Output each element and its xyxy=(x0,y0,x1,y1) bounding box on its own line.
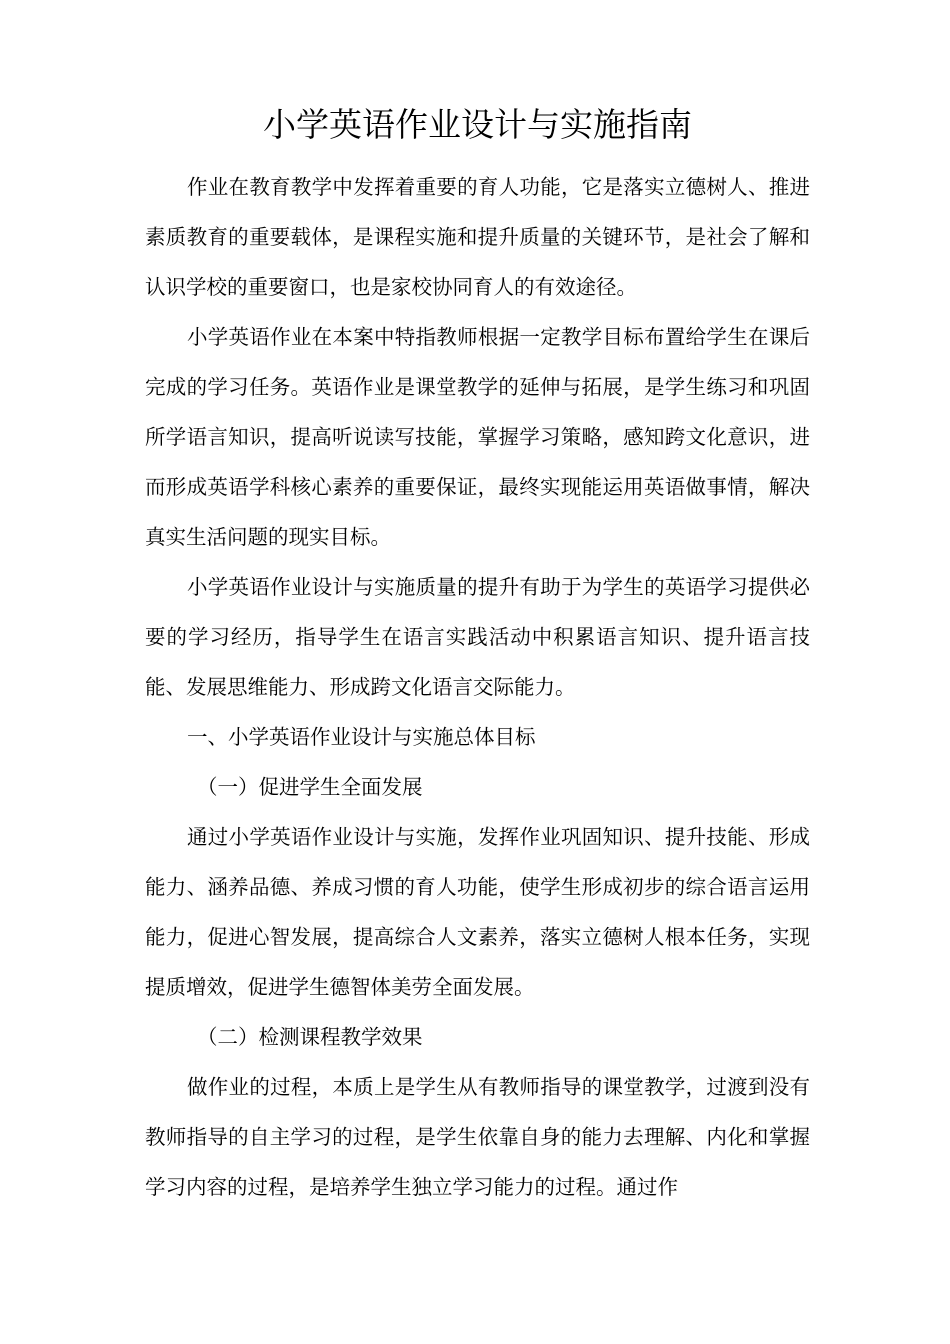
section-heading-1: 一、小学英语作业设计与实施总体目标 xyxy=(187,725,536,749)
subsection-heading-1: （一）促进学生全面发展 xyxy=(197,775,423,799)
paragraph-quality: 小学英语作业设计与实施质量的提升有助于为学生的英语学习提供必要的学习经历，指导学生在语言实践活动中积累语言知识、提升语言技能、发展思维能力、形成跨文化语言交际能力。 xyxy=(145,575,810,699)
paragraph-definition: 小学英语作业在本案中特指教师根据一定教学目标布置给学生在课后完成的学习任务。英语作业是课堂教学的延伸与拓展，是学生练习和巩固所学语言知识，提高听说读写技能，掌握学习策略，感知跨文化意识，进而形成英语学科核心素养的重要保证，最终实现能运用英语做事情，解决真实生活问题的现实目标。 xyxy=(145,325,810,549)
subsection-heading-2: （二）检测课程教学效果 xyxy=(197,1025,423,1049)
document-title: 小学英语作业设计与实施指南 xyxy=(263,105,692,144)
paragraph-development: 通过小学英语作业设计与实施，发挥作业巩固知识、提升技能、形成能力、涵养品德、养成习惯的育人功能，使学生形成初步的综合语言运用能力，促进心智发展，提高综合人文素养，落实立德树人根本任务，实现提质增效，促进学生德智体美劳全面发展。 xyxy=(145,825,810,999)
paragraph-intro: 作业在教育教学中发挥着重要的育人功能，它是落实立德树人、推进素质教育的重要载体，是课程实施和提升质量的关键环节，是社会了解和认识学校的重要窗口，也是家校协同育人的有效途径。 xyxy=(145,175,810,299)
paragraph-homework-process: 做作业的过程，本质上是学生从有教师指导的课堂教学，过渡到没有教师指导的自主学习的过程，是学生依靠自身的能力去理解、内化和掌握学习内容的过程，是培养学生独立学习能力的过程。通过作 xyxy=(145,1075,810,1199)
